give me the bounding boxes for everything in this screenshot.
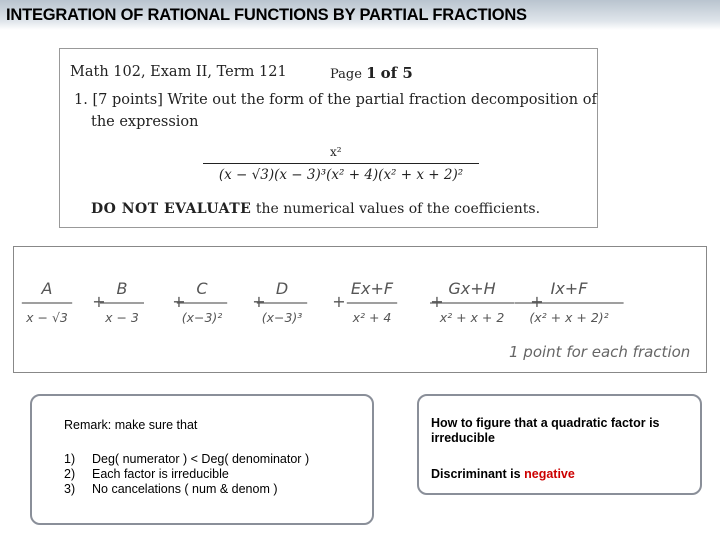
page-number: 1 [366,64,377,82]
term-denominator: (x−3)³ [261,310,303,325]
handwritten-solution [13,246,707,373]
question-points: [7 points] [92,92,163,108]
term-denominator: x² + x + 2 [439,310,505,325]
exam-instruction [91,201,540,217]
term-numerator: C [196,279,208,298]
list-item: 1) Deg( numerator ) < Deg( denominator ) [64,452,310,466]
question-line-1 [74,92,597,108]
title-bar [0,0,720,30]
remark-box [30,394,374,525]
discriminant-line [431,467,575,482]
exam-page-indicator [330,64,413,82]
plus-sign: + [430,292,444,311]
slide-title: INTEGRATION OF RATIONAL FUNCTIONS BY PARTIAL FRACTIONS [6,6,527,24]
remark-heading: Remark: make sure that [64,418,198,432]
term-numerator: Ix+F [550,279,588,298]
term-denominator: (x² + x + 2)² [529,310,609,325]
fraction-numerator: x² [330,145,342,159]
plus-sign: + [530,292,544,311]
exam-header: Math 102, Exam II, Term 121 [70,64,287,80]
term-numerator: Ex+F [350,279,394,298]
remark-list [64,452,309,497]
term-numerator: Gx+H [448,279,496,298]
page-prefix: Page [330,67,362,82]
exam-question-image [59,48,598,228]
question-number: 1. [74,92,88,108]
plus-sign: + [252,292,266,311]
term-denominator: x² + 4 [352,310,392,325]
term-numerator: B [116,279,128,298]
question-text-1: Write out the form of the partial fraction decomposition of [167,92,597,108]
list-item: 2) Each factor is irreducible [64,467,229,481]
list-item: 3) No cancelations ( num & denom ) [64,482,278,496]
term-numerator: A [41,279,53,298]
irreducible-heading: How to figure that a quadratic factor is irreducible [431,416,660,445]
discriminant-highlight: negative [524,467,575,481]
plus-sign: + [332,292,346,311]
instruction-bold: DO NOT EVALUATE [91,201,252,217]
plus-sign: + [172,292,186,311]
term-denominator: x − √3 [26,310,68,325]
discriminant-prefix: Discriminant is [431,467,521,481]
handwritten-solution-canvas [14,247,706,372]
term-denominator: (x−3)² [181,310,223,325]
grading-note: 1 point for each fraction [509,343,691,361]
term-numerator: D [275,279,289,298]
question-text-2: the expression [91,114,199,130]
term-denominator: x − 3 [105,310,139,325]
page-of: of 5 [380,64,413,82]
plus-sign: + [92,292,106,311]
fraction-denominator: (x − √3)(x − 3)³(x² + 4)(x² + x + 2)² [218,167,464,183]
fraction-bar [203,163,479,164]
irreducible-box [417,394,702,495]
instruction-rest: the numerical values of the coefficients. [255,201,541,217]
